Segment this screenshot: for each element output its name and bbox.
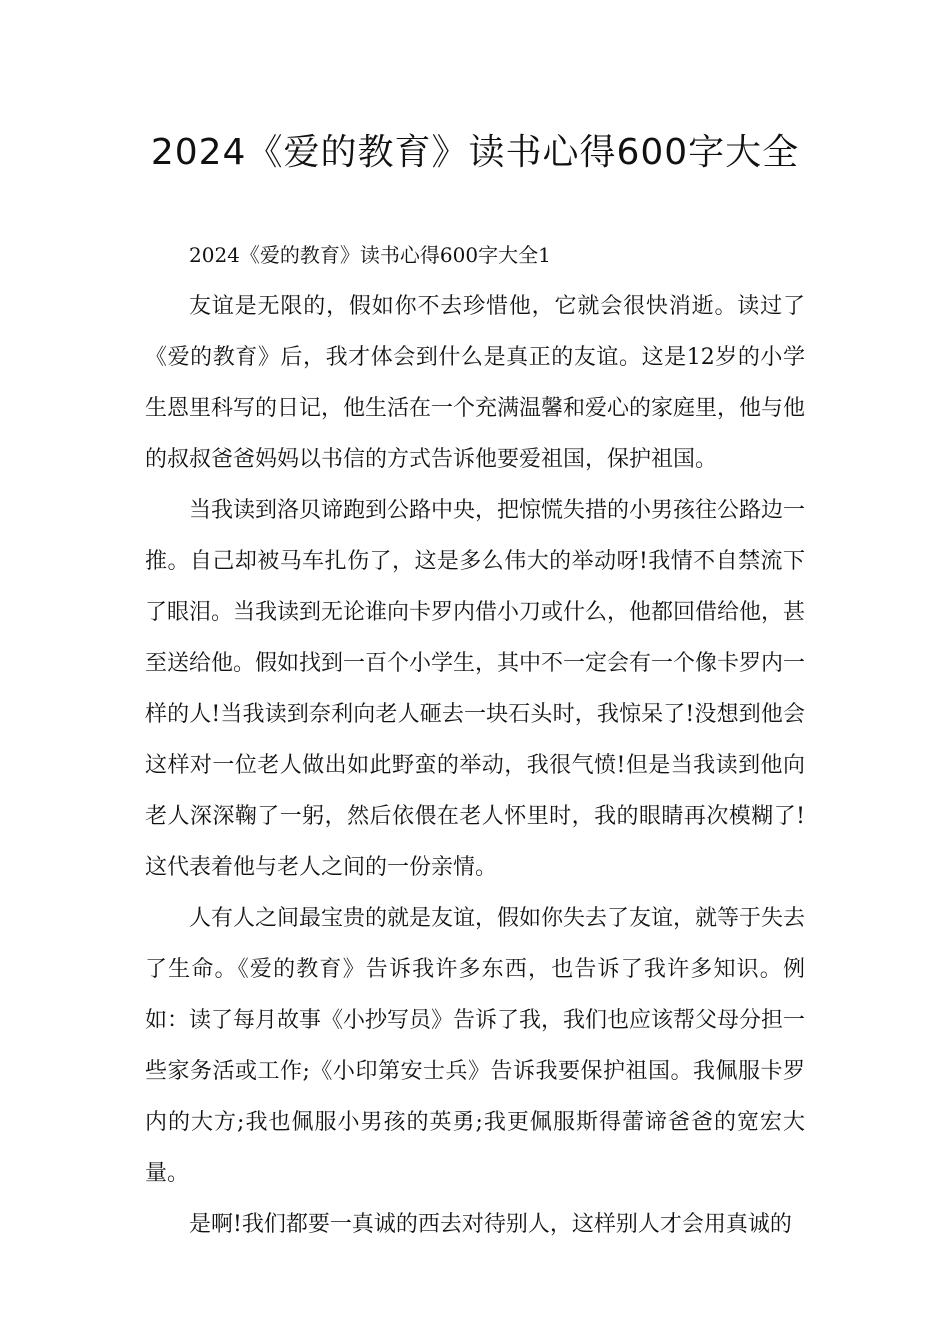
document-body	[145, 230, 805, 1250]
document-title: 2024《爱的教育》读书心得600字大全	[150, 132, 800, 173]
section-heading: 2024《爱的教育》读书心得600字大全1	[189, 243, 551, 267]
paragraph-1: 友谊是无限的，假如你不去珍惜他，它就会很快消逝。读过了《爱的教育》后，我才体会到什么是真正的友谊。这是12岁的小学生恩里科写的日记，他生活在一个充满温馨和爱心的家庭里，他与他的叔叔爸爸妈妈以书信的方式告诉他要爱祖国，保护祖国。	[145, 294, 806, 472]
paragraph-4: 是啊!我们都要一真诚的西去对待别人，这样别人才会用真诚的	[189, 1212, 792, 1237]
paragraph-3: 人有人之间最宝贵的就是友谊，假如你失去了友谊，就等于失去了生命。《爱的教育》告诉我许多东西，也告诉了我许多知识。例如：读了每月故事《小抄写员》告诉了我，我们也应该帮父母分担一些家务活或工作;《小印第安士兵》告诉我要保护祖国。我佩服卡罗内的大方;我也佩服小男孩的英勇;我更佩服斯得蕾谛爸爸的宽宏大量。	[145, 906, 806, 1186]
paragraph-2: 当我读到洛贝谛跑到公路中央，把惊慌失措的小男孩往公路边一推。自己却被马车扎伤了，这是多么伟大的举动呀!我情不自禁流下了眼泪。当我读到无论谁向卡罗内借小刀或什么，他都回借给他，甚至送给他。假如找到一百个小学生，其中不一定会有一个像卡罗内一样的人!当我读到奈利向老人砸去一块石头时，我惊呆了!没想到他会这样对一位老人做出如此野蛮的举动，我很气愤!但是当我读到他向老人深深鞠了一躬，然后依偎在老人怀里时，我的眼睛再次模糊了!这代表着他与老人之间的一份亲情。	[145, 498, 806, 880]
